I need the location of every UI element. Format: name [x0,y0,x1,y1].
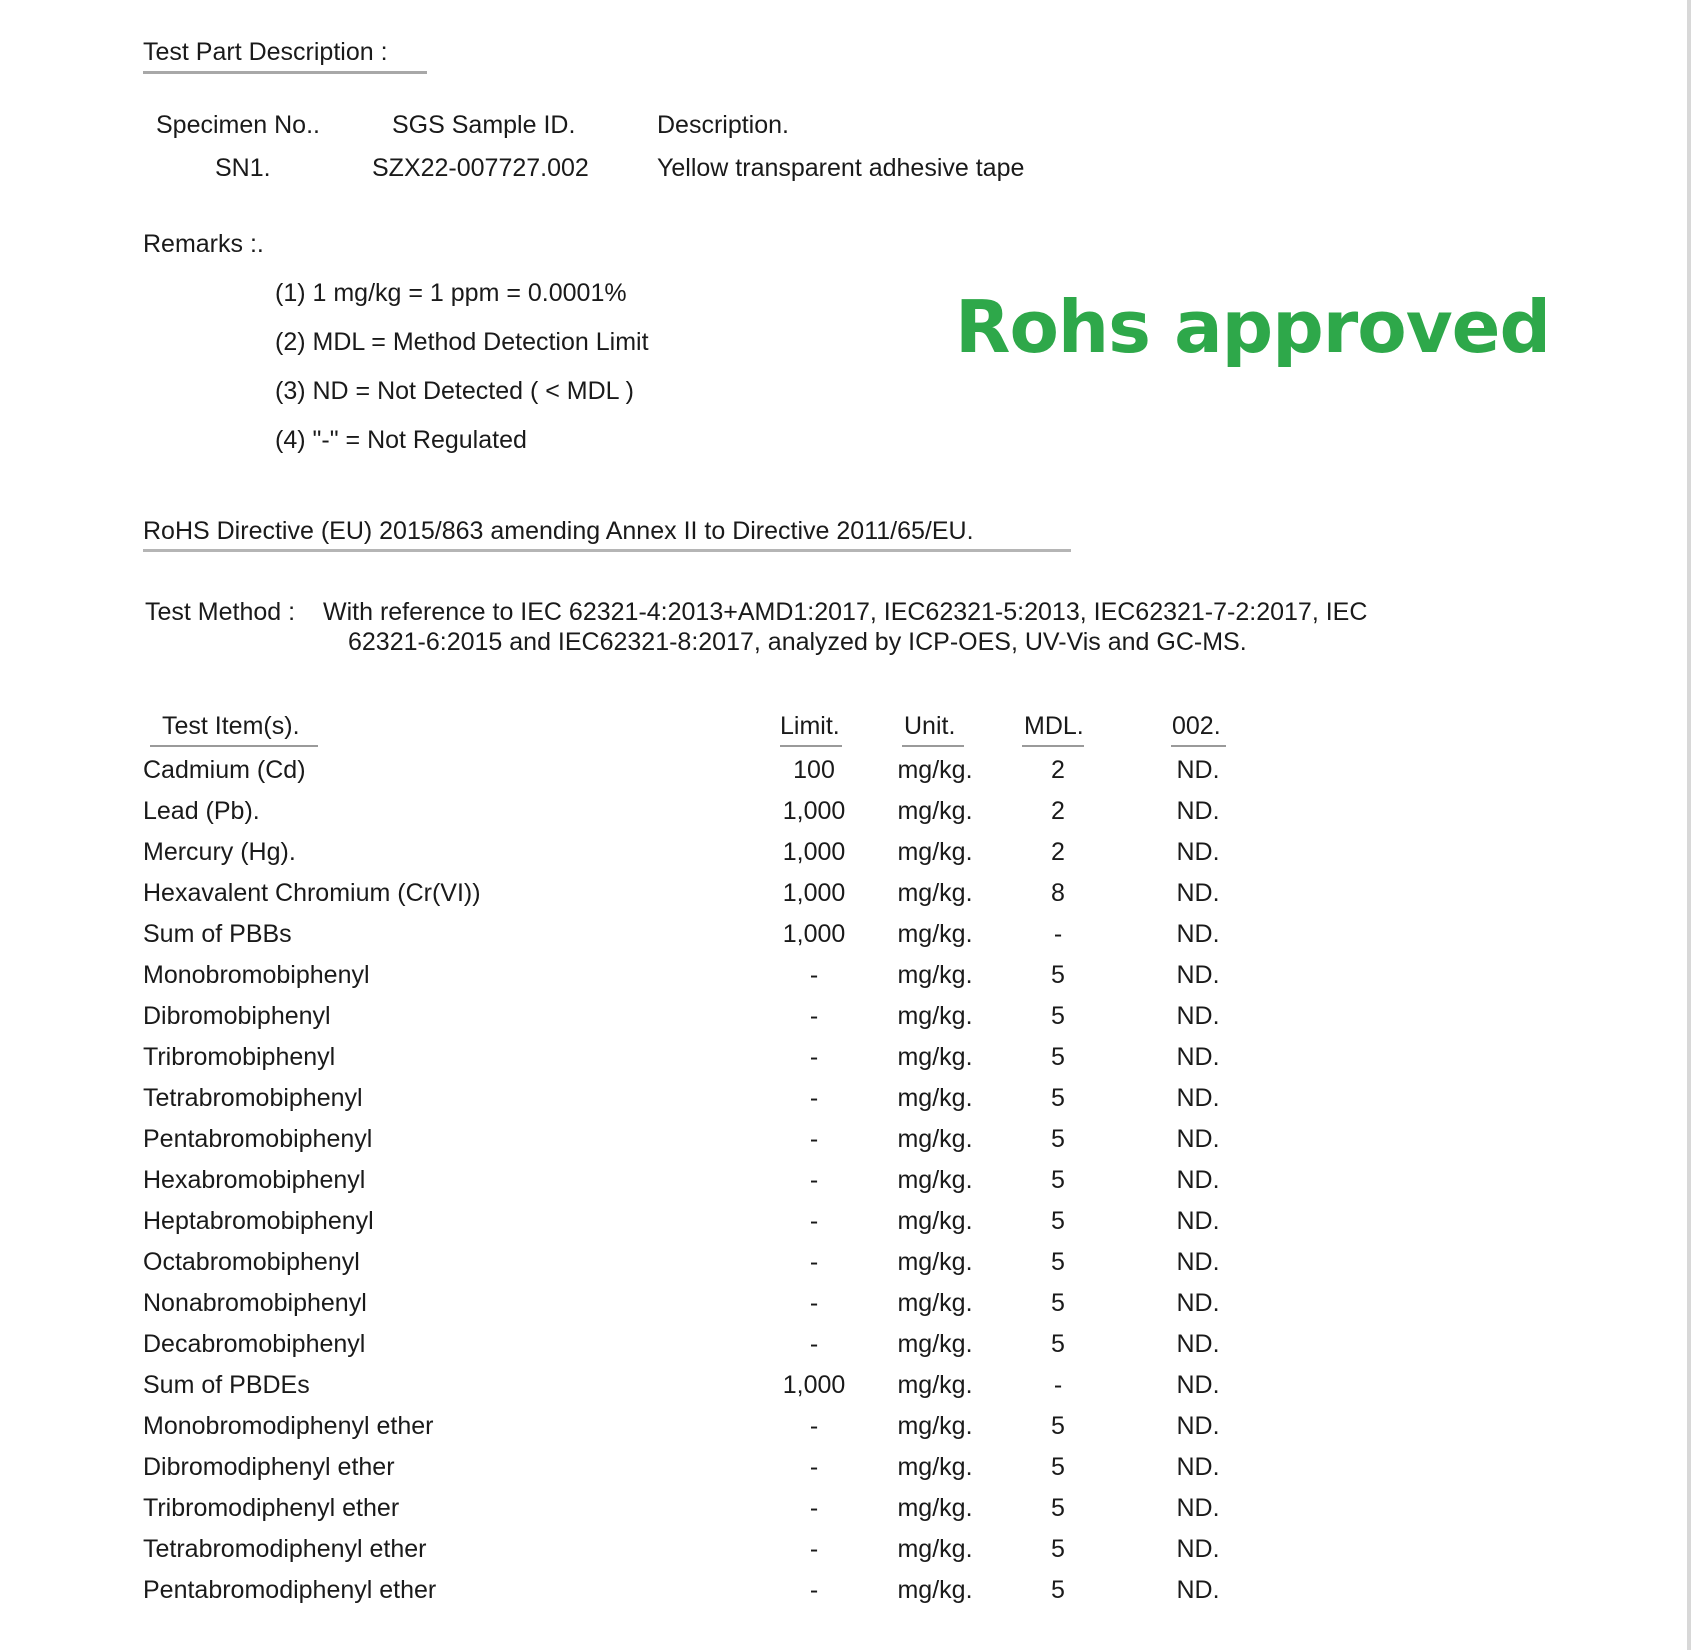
sample-id-header: SGS Sample ID. [392,111,576,139]
row-test-item: Tetrabromobiphenyl [143,1084,363,1112]
specimen-no-header: Specimen No.. [156,111,320,139]
table-row [0,1125,1691,1165]
row-mdl: 5 [1051,1576,1065,1604]
row-result: ND. [1176,1576,1220,1604]
table-row [0,961,1691,1001]
header-result-002: 002. [1172,712,1221,740]
row-mdl: 5 [1051,1330,1065,1358]
row-result: ND. [1176,1412,1220,1440]
header-unit-underline [902,745,964,747]
row-unit: mg/kg. [897,1412,973,1440]
row-test-item: Cadmium (Cd) [143,756,306,784]
row-result: ND. [1176,1371,1220,1399]
table-row [0,1248,1691,1288]
row-limit: - [809,1248,819,1276]
remark-item: (2) MDL = Method Detection Limit [275,328,649,356]
row-unit: mg/kg. [897,756,973,784]
table-row [0,1330,1691,1370]
table-row [0,1576,1691,1616]
table-row [0,1043,1691,1083]
row-test-item: Nonabromobiphenyl [143,1289,367,1317]
row-unit: mg/kg. [897,797,973,825]
remark-item: (3) ND = Not Detected ( < MDL ) [275,377,634,405]
row-limit: - [809,1125,819,1153]
description-header: Description. [657,111,789,139]
header-result-underline [1171,745,1226,747]
row-result: ND. [1176,1043,1220,1071]
row-limit: - [809,1289,819,1317]
specimen-no-value: SN1. [215,154,271,182]
row-result: ND. [1176,1084,1220,1112]
row-unit: mg/kg. [897,838,973,866]
row-mdl: 5 [1051,1494,1065,1522]
row-mdl: 8 [1051,879,1065,907]
remark-item: (4) "-" = Not Regulated [275,426,527,454]
row-test-item: Tetrabromodiphenyl ether [143,1535,427,1563]
row-result: ND. [1176,838,1220,866]
row-mdl: 5 [1051,1084,1065,1112]
row-result: ND. [1176,1166,1220,1194]
remarks-title: Remarks :. [143,230,264,258]
row-limit: 1,000 [782,1371,846,1399]
description-value: Yellow transparent adhesive tape [657,154,1025,182]
row-unit: mg/kg. [897,1330,973,1358]
rohs-approved-stamp: Rohs approved [955,285,1551,369]
row-unit: mg/kg. [897,1371,973,1399]
row-result: ND. [1176,920,1220,948]
row-result: ND. [1176,1494,1220,1522]
row-result: ND. [1176,1125,1220,1153]
row-test-item: Dibromobiphenyl [143,1002,331,1030]
row-limit: - [809,961,819,989]
table-row [0,1453,1691,1493]
row-unit: mg/kg. [897,1535,973,1563]
table-row [0,1207,1691,1247]
header-limit-underline [780,745,842,747]
directive-underline [143,549,1071,552]
row-mdl: 2 [1051,838,1065,866]
row-limit: 1,000 [782,879,846,907]
row-unit: mg/kg. [897,1576,973,1604]
row-limit: 1,000 [782,838,846,866]
row-result: ND. [1176,756,1220,784]
row-test-item: Dibromodiphenyl ether [143,1453,395,1481]
table-row [0,1166,1691,1206]
row-unit: mg/kg. [897,1207,973,1235]
test-method-label: Test Method : [145,598,296,626]
row-mdl: 5 [1051,1125,1065,1153]
row-test-item: Pentabromodiphenyl ether [143,1576,437,1604]
header-test-items-underline [150,745,318,747]
table-row [0,920,1691,960]
row-mdl: 5 [1051,1412,1065,1440]
row-test-item: Pentabromobiphenyl [143,1125,373,1153]
row-mdl: 2 [1051,756,1065,784]
row-result: ND. [1176,1289,1220,1317]
header-test-items: Test Item(s). [162,712,300,740]
row-mdl: 5 [1051,1043,1065,1071]
row-limit: - [809,1453,819,1481]
row-test-item: Decabromobiphenyl [143,1330,366,1358]
row-limit: - [809,1084,819,1112]
row-unit: mg/kg. [897,1248,973,1276]
row-result: ND. [1176,1248,1220,1276]
row-limit: - [809,1043,819,1071]
row-test-item: Octabromobiphenyl [143,1248,360,1276]
table-row [0,1084,1691,1124]
row-result: ND. [1176,1330,1220,1358]
test-method-text-line2: 62321-6:2015 and IEC62321-8:2017, analyzed by ICP-OES, UV-Vis and GC-MS. [348,628,1247,656]
test-part-title: Test Part Description : [143,38,388,66]
header-mdl: MDL. [1024,712,1084,740]
row-test-item: Tribromodiphenyl ether [143,1494,400,1522]
directive-title: RoHS Directive (EU) 2015/863 amending Annex II to Directive 2011/65/EU. [143,517,974,545]
table-row [0,1371,1691,1411]
row-mdl: 5 [1051,961,1065,989]
row-mdl: 2 [1051,797,1065,825]
row-unit: mg/kg. [897,1494,973,1522]
row-unit: mg/kg. [897,961,973,989]
row-limit: - [809,1535,819,1563]
row-limit: - [809,1166,819,1194]
header-limit: Limit. [780,712,840,740]
row-test-item: Sum of PBBs [143,920,292,948]
row-unit: mg/kg. [897,920,973,948]
row-result: ND. [1176,1535,1220,1563]
table-row [0,1494,1691,1534]
row-unit: mg/kg. [897,1043,973,1071]
row-test-item: Hexavalent Chromium (Cr(VI)) [143,879,481,907]
row-limit: 100 [793,756,835,784]
row-mdl: 5 [1051,1207,1065,1235]
row-unit: mg/kg. [897,1125,973,1153]
row-unit: mg/kg. [897,879,973,907]
row-limit: - [809,1330,819,1358]
row-result: ND. [1176,961,1220,989]
table-row [0,1535,1691,1575]
row-unit: mg/kg. [897,1166,973,1194]
row-limit: - [809,1494,819,1522]
row-mdl: 5 [1051,1535,1065,1563]
row-limit: 1,000 [782,920,846,948]
row-limit: - [809,1002,819,1030]
table-row [0,1289,1691,1329]
row-test-item: Sum of PBDEs [143,1371,310,1399]
row-unit: mg/kg. [897,1002,973,1030]
test-method-text-line1: With reference to IEC 62321-4:2013+AMD1:2017, IEC62321-5:2013, IEC62321-7-2:2017, IEC [323,598,1368,626]
row-result: ND. [1176,797,1220,825]
row-mdl: 5 [1051,1453,1065,1481]
row-mdl: - [1053,920,1063,948]
table-row [0,797,1691,837]
table-row [0,879,1691,919]
header-mdl-underline [1022,745,1084,747]
header-unit: Unit. [904,712,956,740]
row-mdl: 5 [1051,1166,1065,1194]
remark-item: (1) 1 mg/kg = 1 ppm = 0.0001% [275,279,627,307]
row-test-item: Lead (Pb). [143,797,260,825]
row-test-item: Monobromobiphenyl [143,961,370,989]
row-mdl: 5 [1051,1248,1065,1276]
row-limit: - [809,1576,819,1604]
row-test-item: Mercury (Hg). [143,838,296,866]
row-limit: - [809,1412,819,1440]
row-result: ND. [1176,1002,1220,1030]
row-unit: mg/kg. [897,1453,973,1481]
table-row [0,838,1691,878]
row-limit: 1,000 [782,797,846,825]
row-result: ND. [1176,1453,1220,1481]
sample-id-value: SZX22-007727.002 [372,154,589,182]
table-row [0,756,1691,796]
row-test-item: Monobromodiphenyl ether [143,1412,434,1440]
row-mdl: - [1053,1371,1063,1399]
row-result: ND. [1176,1207,1220,1235]
row-test-item: Hexabromobiphenyl [143,1166,366,1194]
row-limit: - [809,1207,819,1235]
test-part-underline [143,71,427,74]
row-mdl: 5 [1051,1002,1065,1030]
row-test-item: Heptabromobiphenyl [143,1207,374,1235]
row-test-item: Tribromobiphenyl [143,1043,336,1071]
row-result: ND. [1176,879,1220,907]
row-unit: mg/kg. [897,1084,973,1112]
table-row [0,1002,1691,1042]
row-mdl: 5 [1051,1289,1065,1317]
table-row [0,1412,1691,1452]
row-unit: mg/kg. [897,1289,973,1317]
